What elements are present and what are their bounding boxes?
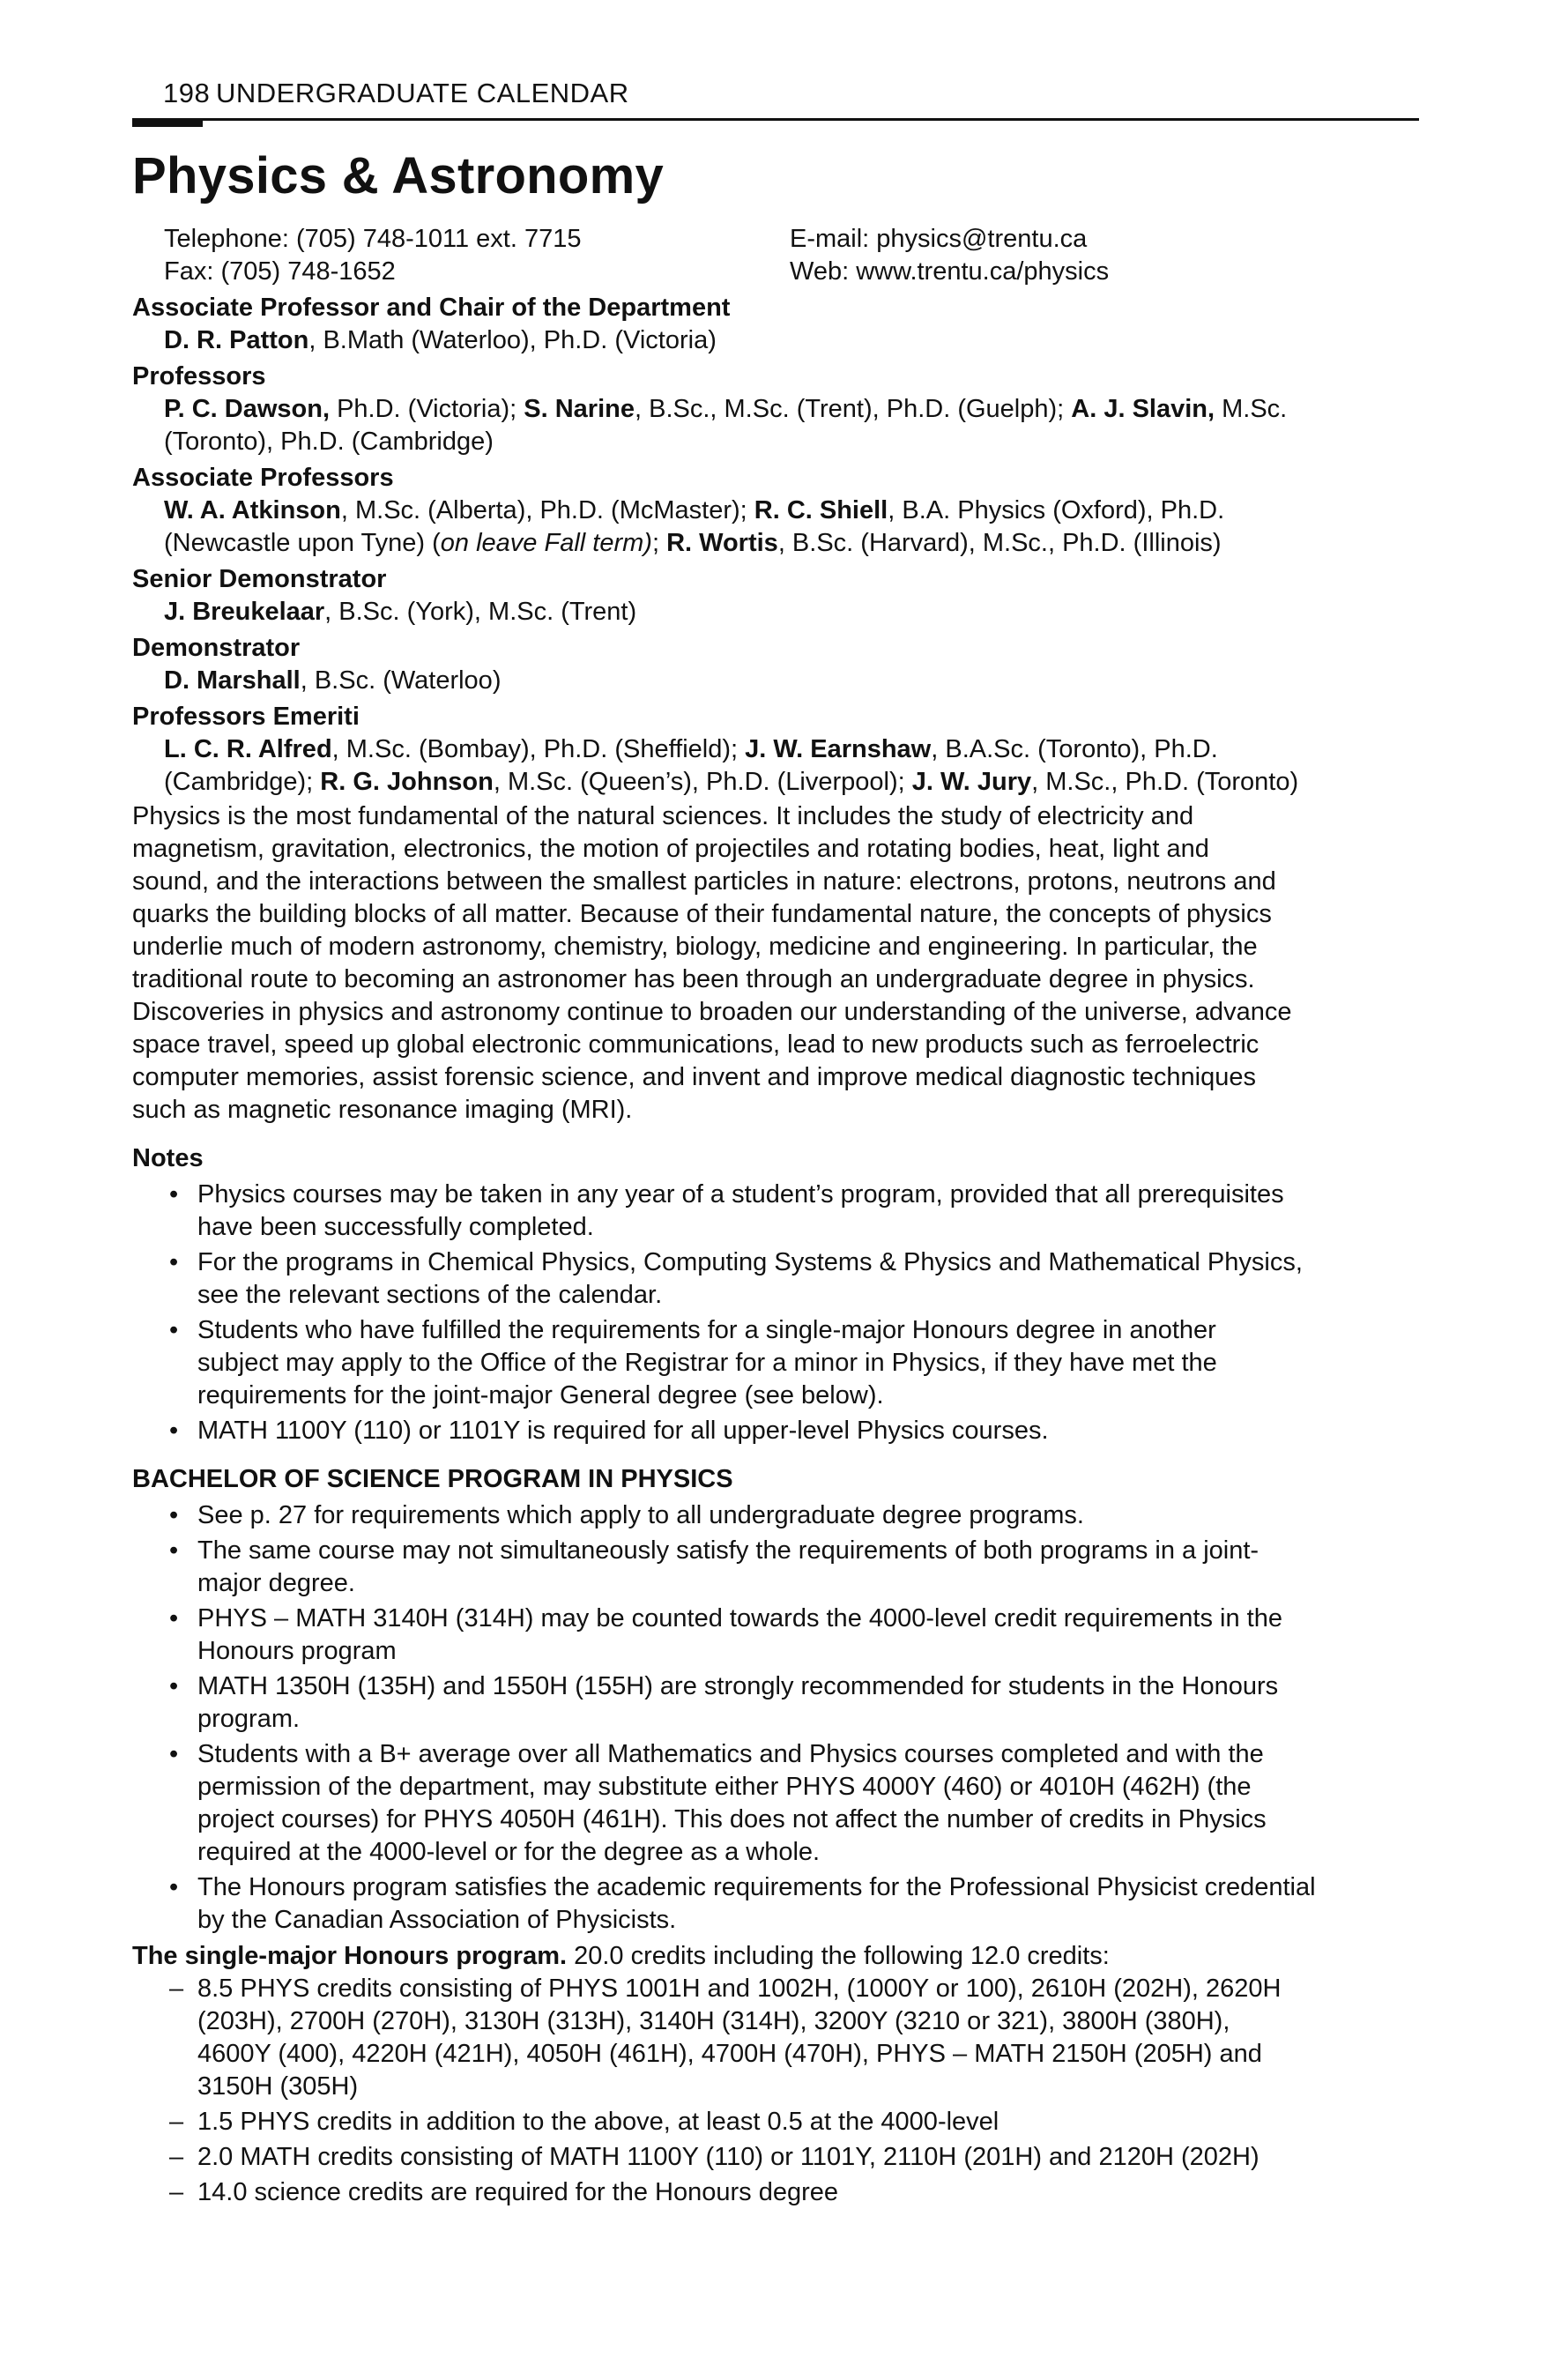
professor-credentials: Ph.D. (Victoria);: [330, 395, 524, 423]
intro-line: magnetism, gravitation, electronics, the motion of projectiles and rotating bodies, heat, light and: [132, 835, 1209, 863]
note-item-line: requirements for the joint-major General degree (see below).: [197, 1381, 884, 1409]
honours-requirements-list: [132, 1973, 1419, 2209]
associate-credentials: , B.A. Physics (Oxford), Ph.D.: [888, 496, 1225, 524]
honours-item-line: 1.5 PHYS credits in addition to the above, at least 0.5 at the 4000-level: [197, 2108, 999, 2136]
bsc-item-line: MATH 1350H (135H) and 1550H (155H) are strongly recommended for students in the Honours: [197, 1672, 1279, 1700]
bsc-item-line: major degree.: [197, 1569, 355, 1597]
demonstrator-entry: [132, 665, 1419, 697]
intro-line: quarks the building blocks of all matter. Because of their fundamental nature, the concepts of physics: [132, 900, 1272, 928]
list-marker: •: [169, 1501, 179, 1529]
honours-item: [132, 2176, 1419, 2209]
honours-item-line: 3150H (305H): [197, 2072, 359, 2101]
demonstrator-name: D. Marshall: [164, 666, 301, 695]
intro-line: computer memories, assist forensic science, and invent and improve medical diagnostic techniques: [132, 1063, 1257, 1091]
emeriti-heading: Professors Emeriti: [132, 703, 360, 731]
intro-line: Discoveries in physics and astronomy continue to broaden our understanding of the universe, advance: [132, 998, 1292, 1026]
header-rule-thin: [203, 118, 1419, 121]
chair-heading: Associate Professor and Chair of the Department: [132, 294, 731, 322]
note-item-line: Students who have fulfilled the requirements for a single-major Honours degree in another: [197, 1316, 1216, 1344]
emeriti-entry: [132, 733, 1419, 766]
note-item: [132, 1314, 1419, 1412]
note-item-line: subject may apply to the Office of the Registrar for a minor in Physics, if they have met the: [197, 1349, 1217, 1377]
bsc-item-line: by the Canadian Association of Physicists.: [197, 1906, 677, 1934]
emeritus-name: J. W. Jury: [911, 768, 1032, 796]
emeritus-credentials: , B.A.Sc. (Toronto), Ph.D.: [931, 735, 1218, 763]
honours-item-line: 8.5 PHYS credits consisting of PHYS 1001H and 1002H, (1000Y or 100), 2610H (202H), 2620H: [197, 1975, 1282, 2003]
honours-item-line: (203H), 2700H (270H), 3130H (313H), 3140H (314H), 3200Y (3210 or 321), 3800H (380H),: [197, 2007, 1230, 2035]
honours-program-summary: 20.0 credits including the following 12.0 credits:: [567, 1942, 1110, 1970]
note-item-line: see the relevant sections of the calendar.: [197, 1281, 663, 1309]
honours-program-lead: The single-major Honours program.: [132, 1942, 568, 1970]
honours-item: [132, 2106, 1419, 2138]
page-number: 198: [163, 78, 211, 108]
intro-line: sound, and the interactions between the smallest particles in nature: electrons, protons, neutrons and: [132, 867, 1276, 896]
bsc-item: [132, 1670, 1419, 1736]
bsc-item-line: program.: [197, 1705, 301, 1733]
bsc-item: [132, 1499, 1419, 1532]
chair-entry: [132, 324, 1419, 357]
fax: Fax: (705) 748-1652: [164, 257, 396, 286]
separator: ;: [651, 529, 667, 557]
list-marker: •: [169, 1248, 179, 1276]
professor-credentials: , B.Sc., M.Sc. (Trent), Ph.D. (Guelph);: [635, 395, 1072, 423]
associate-name: W. A. Atkinson: [164, 496, 341, 524]
emeritus-credentials: , M.Sc., Ph.D. (Toronto): [1031, 768, 1299, 796]
header-rule: [132, 118, 1419, 127]
note-item-line: Physics courses may be taken in any year of a student’s program, provided that all prerequisites: [197, 1180, 1284, 1209]
calendar-label: UNDERGRADUATE CALENDAR: [216, 78, 629, 108]
associate-professors-entry-cont: [132, 527, 1419, 560]
note-item-line: For the programs in Chemical Physics, Computing Systems & Physics and Mathematical Physics,: [197, 1248, 1303, 1276]
intro-line: space travel, speed up global electronic communications, lead to new products such as ferroelectric: [132, 1030, 1259, 1059]
professor-name: A. J. Slavin,: [1071, 395, 1215, 423]
senior-demonstrator-entry: [132, 596, 1419, 628]
bsc-item-line: required at the 4000-level or for the degree as a whole.: [197, 1838, 821, 1866]
list-marker: •: [169, 1672, 179, 1700]
senior-demonstrator-credentials: , B.Sc. (York), M.Sc. (Trent): [324, 598, 637, 626]
web-address: Web: www.trentu.ca/physics: [790, 257, 1110, 286]
bsc-item-line: PHYS – MATH 3140H (314H) may be counted towards the 4000-level credit requirements in the: [197, 1604, 1282, 1633]
intro-line: such as magnetic resonance imaging (MRI).: [132, 1096, 633, 1124]
bsc-item: [132, 1738, 1419, 1869]
bsc-item: [132, 1535, 1419, 1600]
professor-name: S. Narine: [524, 395, 635, 423]
bsc-item: [132, 1603, 1419, 1668]
professors-entry-cont: (Toronto), Ph.D. (Cambridge): [164, 428, 494, 456]
emeritus-name: L. C. R. Alfred: [164, 735, 332, 763]
associate-professors-heading: Associate Professors: [132, 464, 394, 492]
calendar-page: [132, 78, 1419, 2212]
notes-list: [132, 1179, 1419, 1447]
honours-item-line: 4600Y (400), 4220H (421H), 4050H (461H), 4700H (470H), PHYS – MATH 2150H (205H) and: [197, 2040, 1262, 2068]
email: E-mail: physics@trentu.ca: [790, 225, 1088, 253]
leave-note: on leave Fall term): [440, 529, 652, 557]
senior-demonstrator-name: J. Breukelaar: [164, 598, 325, 626]
professors-entry: [132, 393, 1419, 426]
chair-credentials: , B.Math (Waterloo), Ph.D. (Victoria): [308, 326, 717, 354]
professor-name: P. C. Dawson,: [164, 395, 331, 423]
bsc-item-line: Honours program: [197, 1637, 397, 1665]
emeriti-entry-cont: [132, 766, 1419, 799]
emeritus-name: J. W. Earnshaw: [745, 735, 932, 763]
associate-name: R. Wortis: [666, 529, 778, 557]
intro-line: underlie much of modern astronomy, chemistry, biology, medicine and engineering. In particular, the: [132, 933, 1258, 961]
note-item-line: MATH 1100Y (110) or 1101Y is required for all upper-level Physics courses.: [197, 1417, 1049, 1445]
list-marker: –: [169, 1975, 184, 2003]
intro-line: traditional route to becoming an astronomer has been through an undergraduate degree in physics.: [132, 965, 1255, 993]
senior-demonstrator-heading: Senior Demonstrator: [132, 565, 387, 593]
honours-item-line: 2.0 MATH credits consisting of MATH 1100Y (110) or 1101Y, 2110H (201H) and 2120H (202H): [197, 2143, 1259, 2171]
bsc-item-line: permission of the department, may substitute either PHYS 4000Y (460) or 4010H (462H) (the: [197, 1773, 1252, 1801]
bsc-item-line: The Honours program satisfies the academic requirements for the Professional Physicist credential: [197, 1873, 1316, 1901]
header-rule-thick: [132, 118, 203, 127]
list-marker: –: [169, 2108, 184, 2136]
intro-paragraph: [132, 800, 1419, 1127]
note-item: [132, 1246, 1419, 1312]
note-item: [132, 1415, 1419, 1447]
emeritus-credentials: , M.Sc. (Bombay), Ph.D. (Sheffield);: [331, 735, 746, 763]
list-marker: –: [169, 2143, 184, 2171]
associate-credentials: (Newcastle upon Tyne) (: [164, 529, 441, 557]
associate-professors-entry: [132, 495, 1419, 527]
bsc-item-line: project courses) for PHYS 4050H (461H). This does not affect the number of credits in Physics: [197, 1805, 1267, 1833]
honours-item-line: 14.0 science credits are required for the Honours degree: [197, 2178, 839, 2206]
honours-item: [132, 1973, 1419, 2103]
bsc-item-line: See p. 27 for requirements which apply to all undergraduate degree programs.: [197, 1501, 1084, 1529]
list-marker: •: [169, 1873, 179, 1901]
list-marker: •: [169, 1417, 179, 1445]
bsc-requirements-list: [132, 1499, 1419, 1937]
bsc-item-line: The same course may not simultaneously satisfy the requirements of both programs in a joint-: [197, 1536, 1259, 1565]
demonstrator-credentials: , B.Sc. (Waterloo): [300, 666, 502, 695]
associate-credentials: , M.Sc. (Alberta), Ph.D. (McMaster);: [340, 496, 754, 524]
list-marker: •: [169, 1536, 179, 1565]
note-item-line: have been successfully completed.: [197, 1213, 594, 1241]
emeritus-credentials: , M.Sc. (Queen’s), Ph.D. (Liverpool);: [493, 768, 912, 796]
bsc-item: [132, 1871, 1419, 1937]
running-header: [132, 78, 1419, 115]
associate-credentials: , B.Sc. (Harvard), M.Sc., Ph.D. (Illinois): [777, 529, 1222, 557]
bsc-heading: BACHELOR OF SCIENCE PROGRAM IN PHYSICS: [132, 1465, 733, 1493]
list-marker: •: [169, 1316, 179, 1344]
honours-item: [132, 2141, 1419, 2174]
chair-name: D. R. Patton: [164, 326, 309, 354]
telephone: Telephone: (705) 748-1011 ext. 7715: [164, 225, 582, 253]
demonstrator-heading: Demonstrator: [132, 634, 301, 662]
list-marker: •: [169, 1180, 179, 1209]
note-item: [132, 1179, 1419, 1244]
honours-program-intro: [132, 1940, 1419, 1973]
emeritus-name: R. G. Johnson: [320, 768, 494, 796]
emeritus-credentials: (Cambridge);: [164, 768, 321, 796]
professor-credentials: M.Sc.: [1215, 395, 1288, 423]
list-marker: –: [169, 2178, 184, 2206]
professors-heading: Professors: [132, 362, 266, 390]
intro-line: Physics is the most fundamental of the natural sciences. It includes the study of electricity and: [132, 802, 1194, 830]
list-marker: •: [169, 1740, 179, 1768]
contact-block: [132, 223, 1419, 288]
associate-name: R. C. Shiell: [754, 496, 888, 524]
bsc-item-line: Students with a B+ average over all Mathematics and Physics courses completed and with the: [197, 1740, 1264, 1768]
notes-heading: Notes: [132, 1144, 204, 1172]
list-marker: •: [169, 1604, 179, 1633]
page-title: Physics & Astronomy: [132, 147, 665, 205]
